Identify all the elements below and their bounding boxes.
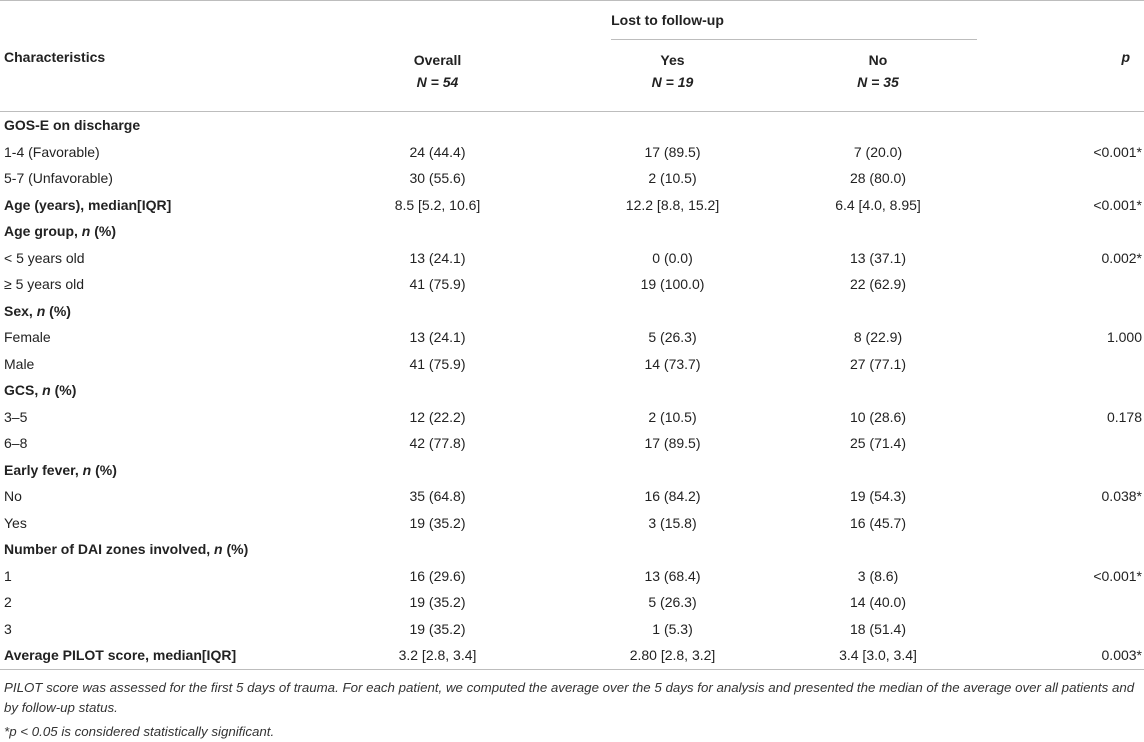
cell-lost-no: 18 (51.4): [849, 620, 907, 637]
table-section-row: [0, 218, 1144, 245]
cell-lost-no: 3.4 [3.0, 3.4]: [810, 642, 980, 669]
cell-lost-yes: 14 (73.7): [644, 355, 701, 372]
cell-overall: [300, 112, 495, 139]
table-row: [0, 589, 1144, 616]
cell-overall: 12 (22.2): [409, 408, 466, 425]
cell-p-value: [980, 165, 1144, 192]
row-label: 5-7 (Unfavorable): [4, 170, 113, 187]
cell-p-value: [980, 218, 1144, 245]
header-overall-n: N = 54: [416, 74, 459, 90]
cell-overall: 19 (35.2): [409, 594, 466, 611]
cell-lost-no: [810, 536, 980, 563]
table-section-row: [0, 298, 1144, 325]
cell-p-value: [980, 616, 1144, 643]
header-yes-n: N = 19: [651, 74, 694, 90]
header-no-n: N = 35: [857, 74, 899, 90]
cell-p-value: 0.003*: [980, 642, 1144, 669]
cell-lost-yes: [495, 218, 810, 245]
cell-lost-yes: 2 (10.5): [648, 408, 697, 425]
header-characteristics: Characteristics: [4, 49, 106, 65]
cell-lost-no: 3 (8.6): [857, 567, 899, 584]
cell-lost-no: 22 (62.9): [849, 276, 907, 293]
table-row: [0, 351, 1144, 378]
cell-lost-no: 6.4 [4.0, 8.95]: [835, 196, 921, 213]
row-label: 2: [4, 594, 12, 611]
cell-lost-yes: [495, 112, 810, 139]
row-label: Age (years), median[IQR]: [4, 196, 172, 213]
cell-lost-no: 8 (22.9): [853, 329, 903, 346]
cell-overall: [300, 218, 495, 245]
cell-overall: 19 (35.2): [409, 620, 466, 637]
cell-overall: 30 (55.6): [409, 170, 466, 187]
row-label: GCS, n (%): [4, 382, 77, 399]
row-label: Male: [4, 355, 35, 372]
cell-p-value: <0.001*: [1093, 143, 1142, 160]
cell-lost-yes: 17 (89.5): [644, 143, 701, 160]
row-label: GOS-E on discharge: [4, 117, 141, 134]
table-section-row: [0, 536, 1144, 563]
row-label: Average PILOT score, median[IQR]: [0, 642, 300, 669]
cell-p-value: [980, 430, 1144, 457]
cell-overall: 41 (75.9): [409, 276, 466, 293]
row-label: 1: [4, 567, 12, 584]
table-section-row: [0, 112, 1144, 139]
row-label: 1-4 (Favorable): [4, 143, 100, 160]
cell-p-value: [980, 536, 1144, 563]
cell-lost-yes: 2.80 [2.8, 3.2]: [495, 642, 810, 669]
row-label: 3: [4, 620, 12, 637]
table-row: [0, 483, 1144, 510]
row-label: No: [4, 488, 22, 505]
table-row: [0, 165, 1144, 192]
row-label: 3–5: [4, 408, 28, 425]
cell-lost-yes: 19 (100.0): [640, 276, 705, 293]
header-overall: [300, 39, 495, 111]
table-section-row: [0, 192, 1144, 219]
cell-overall: 16 (29.6): [409, 567, 466, 584]
cell-p-value: [980, 457, 1144, 484]
cell-overall: 24 (44.4): [409, 143, 466, 160]
row-label: Age group, n (%): [4, 223, 117, 240]
cell-lost-no: [810, 218, 980, 245]
row-label: Number of DAI zones involved, n (%): [4, 541, 249, 558]
cell-p-value: 1.000: [1106, 329, 1142, 346]
footnote-significance: *p < 0.05 is considered statistically significant.: [4, 723, 275, 739]
header-no-label: No: [868, 52, 888, 68]
cell-lost-no: 7 (20.0): [853, 143, 903, 160]
row-label: Yes: [4, 514, 27, 531]
cell-lost-yes: 3 (15.8): [648, 514, 697, 531]
cell-lost-no: 16 (45.7): [849, 514, 907, 531]
cell-p-value: [980, 589, 1144, 616]
table-header: [0, 1, 1144, 112]
cell-lost-no: 19 (54.3): [849, 488, 907, 505]
header-p: p: [1121, 49, 1130, 65]
table-row: [0, 404, 1144, 431]
table-row: [0, 510, 1144, 537]
table-row: [0, 430, 1144, 457]
cell-overall: [300, 536, 495, 563]
cell-overall: 41 (75.9): [409, 355, 466, 372]
cell-p-value: 0.002*: [1101, 249, 1142, 266]
cell-overall: 19 (35.2): [409, 514, 466, 531]
cell-overall: [300, 457, 495, 484]
cell-lost-yes: 16 (84.2): [644, 488, 701, 505]
cell-p-value: <0.001*: [1093, 196, 1142, 213]
table-row: [0, 616, 1144, 643]
cell-lost-yes: [495, 377, 810, 404]
table-section-row: [0, 642, 1144, 669]
cell-lost-yes: [495, 536, 810, 563]
cell-lost-no: 14 (40.0): [849, 594, 907, 611]
cell-lost-no: [810, 457, 980, 484]
table-row: [0, 324, 1144, 351]
table-row: [0, 563, 1144, 590]
table-section-row: [0, 457, 1144, 484]
row-label: 6–8: [4, 435, 28, 452]
cell-lost-no: [810, 377, 980, 404]
table-section-row: [0, 377, 1144, 404]
cell-lost-yes: [495, 298, 810, 325]
cell-lost-no: 27 (77.1): [849, 355, 907, 372]
header-no: [810, 39, 980, 111]
header-overall-label: Overall: [413, 52, 462, 68]
cell-p-value: [980, 298, 1144, 325]
cell-lost-yes: 5 (26.3): [648, 329, 697, 346]
cell-lost-yes: [495, 457, 810, 484]
cell-p-value: [980, 112, 1144, 139]
cell-p-value: [980, 510, 1144, 537]
cell-p-value: [980, 271, 1144, 298]
header-yes-label: Yes: [660, 52, 685, 68]
header-yes: [495, 39, 810, 111]
cell-p-value: <0.001*: [1093, 567, 1142, 584]
cell-overall: 35 (64.8): [409, 488, 466, 505]
cell-overall: 3.2 [2.8, 3.4]: [300, 642, 495, 669]
cell-overall: 13 (24.1): [409, 249, 466, 266]
table-body: [0, 112, 1144, 670]
row-label: ≥ 5 years old: [4, 276, 85, 293]
cell-overall: 42 (77.8): [409, 435, 466, 452]
cell-lost-yes: 0 (0.0): [652, 249, 693, 266]
cell-p-value: 0.038*: [1101, 488, 1142, 505]
cell-lost-no: 10 (28.6): [849, 408, 907, 425]
cell-lost-no: 28 (80.0): [849, 170, 907, 187]
cell-overall: 8.5 [5.2, 10.6]: [394, 196, 481, 213]
table-row: [0, 245, 1144, 272]
cell-lost-no: [810, 112, 980, 139]
cell-lost-yes: 12.2 [8.8, 15.2]: [625, 196, 720, 213]
cell-overall: [300, 298, 495, 325]
cell-lost-no: 13 (37.1): [849, 249, 907, 266]
header-lost-to-follow-up: Lost to follow-up: [611, 12, 724, 28]
cell-overall: [300, 377, 495, 404]
cell-p-value: 0.178: [1106, 408, 1142, 425]
group-underline: [611, 39, 977, 40]
row-label: Female: [4, 329, 51, 346]
cell-p-value: [980, 351, 1144, 378]
cell-lost-no: [810, 298, 980, 325]
row-label: Sex, n (%): [4, 302, 71, 319]
cell-lost-yes: 2 (10.5): [648, 170, 697, 187]
cell-overall: 13 (24.1): [409, 329, 466, 346]
table-row: [0, 271, 1144, 298]
cell-lost-yes: 13 (68.4): [644, 567, 701, 584]
table-footnotes: [0, 670, 1144, 742]
footnote-pilot: PILOT score was assessed for the first 5 days of trauma. For each patient, we computed the average over the 5 days for analysis and presented the median of the average over all patients and by follow-up status.: [4, 679, 1135, 715]
cell-lost-yes: 1 (5.3): [652, 620, 693, 637]
row-label: Early fever, n (%): [4, 461, 117, 478]
cell-lost-no: 25 (71.4): [849, 435, 907, 452]
cell-lost-yes: 5 (26.3): [648, 594, 697, 611]
cell-p-value: [980, 377, 1144, 404]
cell-lost-yes: 17 (89.5): [644, 435, 701, 452]
table-row: [0, 139, 1144, 166]
row-label: < 5 years old: [4, 249, 85, 266]
